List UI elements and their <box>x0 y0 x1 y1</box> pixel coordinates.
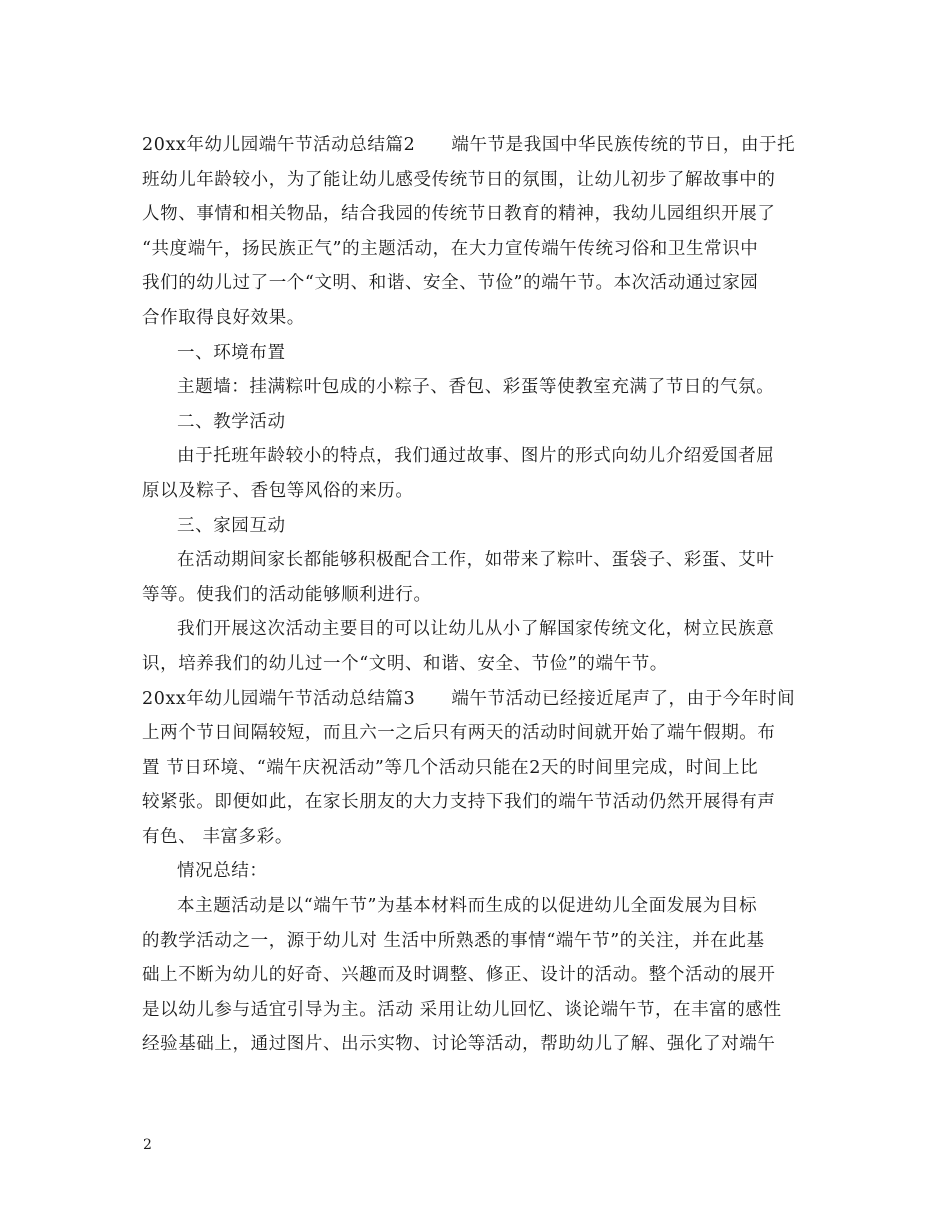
text-line <box>142 889 814 924</box>
text-line <box>142 647 814 682</box>
line-text: 有色、 丰富多彩。 <box>142 826 293 847</box>
text-line <box>142 543 814 578</box>
line-text: 是以幼儿参与适宜引导为主。活动 采用让幼儿回忆、谈论端午节，在丰富的感性 <box>142 999 782 1020</box>
document-body <box>142 128 814 1062</box>
text-line <box>142 578 814 613</box>
line-text: 较紧张。即便如此，在家长朋友的大力支持下我们的端午节活动仍然开展得有声 <box>142 792 776 813</box>
line-text: 班幼儿年龄较小，为了能让幼儿感受传统节日的氛围，让幼儿初步了解故事中的 <box>142 169 776 190</box>
text-line <box>142 509 814 544</box>
line-text: 上两个节日间隔较短，而且六一之后只有两天的活动时间就开始了端午假期。布 <box>142 723 776 744</box>
text-line <box>142 854 814 889</box>
text-line <box>142 439 814 474</box>
line-text: 三、家园互动 <box>177 515 286 536</box>
text-line <box>142 336 814 371</box>
section-heading-line <box>142 682 814 717</box>
line-text: 经验基础上，通过图片、出示实物、讨论等活动，帮助幼儿了解、强化了对端午 <box>142 1034 776 1055</box>
text-line <box>142 1027 814 1062</box>
section-title: 20xx年幼儿园端午节活动总结篇3 <box>142 688 416 709</box>
text-line <box>142 163 814 198</box>
line-text: 人物、事情和相关物品，结合我园的传统节日教育的精神，我幼儿园组织开展了 <box>142 204 776 225</box>
text-line <box>142 820 814 855</box>
line-text: 由于托班年龄较小的特点，我们通过故事、图片的形式向幼儿介绍爱国者屈 <box>177 446 775 467</box>
line-text: 主题墙：挂满粽叶包成的小粽子、香包、彩蛋等使教室充满了节日的气氛。 <box>177 377 775 398</box>
line-text: 我们开展这次活动主要目的可以让幼儿从小了解国家传统文化，树立民族意 <box>177 619 775 640</box>
line-text: 等等。使我们的活动能够顺利进行。 <box>142 584 432 605</box>
text-line <box>142 716 814 751</box>
line-text: 置 节日环境、“端午庆祝活动”等几个活动只能在2天的时间里完成，时间上比 <box>142 757 759 778</box>
text-line <box>142 993 814 1028</box>
line-text: 一、环境布置 <box>177 342 286 363</box>
text-line <box>142 958 814 993</box>
line-text: 我们的幼儿过了一个“文明、和谐、安全、节俭”的端午节。本次活动通过家园 <box>142 273 759 294</box>
line-text: 在活动期间家长都能够积极配合工作，如带来了粽叶、蛋袋子、彩蛋、艾叶 <box>177 550 775 571</box>
line-text: 识，培养我们的幼儿过一个“文明、和谐、安全、节俭”的端午节。 <box>142 653 668 674</box>
line-text: “共度端午，扬民族正气”的主题活动，在大力宣传端午传统习俗和卫生常识中 <box>142 238 759 259</box>
line-text: 础上不断为幼儿的好奇、兴趣而及时调整、修正、设计的活动。整个活动的展开 <box>142 965 776 986</box>
text-line <box>142 266 814 301</box>
text-line <box>142 370 814 405</box>
text-line <box>142 751 814 786</box>
text-line <box>142 474 814 509</box>
page-number: 2 <box>143 1137 152 1153</box>
text-line <box>142 301 814 336</box>
line-text: 端午节活动已经接近尾声了，由于今年时间 <box>451 688 796 709</box>
text-line <box>142 924 814 959</box>
line-text: 情况总结： <box>177 861 268 882</box>
text-line <box>142 612 814 647</box>
line-text: 本主题活动是以“端午节”为基本材料而生成的以促进幼儿全面发展为目标 <box>177 896 758 917</box>
text-line <box>142 785 814 820</box>
section-heading-line <box>142 128 814 163</box>
line-text: 二、教学活动 <box>177 411 286 432</box>
section-title: 20xx年幼儿园端午节活动总结篇2 <box>142 135 416 155</box>
line-text: 原以及粽子、香包等风俗的来历。 <box>142 480 414 501</box>
line-text: 合作取得良好效果。 <box>142 307 305 328</box>
text-line <box>142 232 814 267</box>
line-text: 端午节是我国中华民族传统的节日，由于托 <box>451 135 796 155</box>
text-line <box>142 405 814 440</box>
line-text: 的教学活动之一，源于幼儿对 生活中所熟悉的事情“端午节”的关注，并在此基 <box>142 930 765 951</box>
text-line <box>142 197 814 232</box>
